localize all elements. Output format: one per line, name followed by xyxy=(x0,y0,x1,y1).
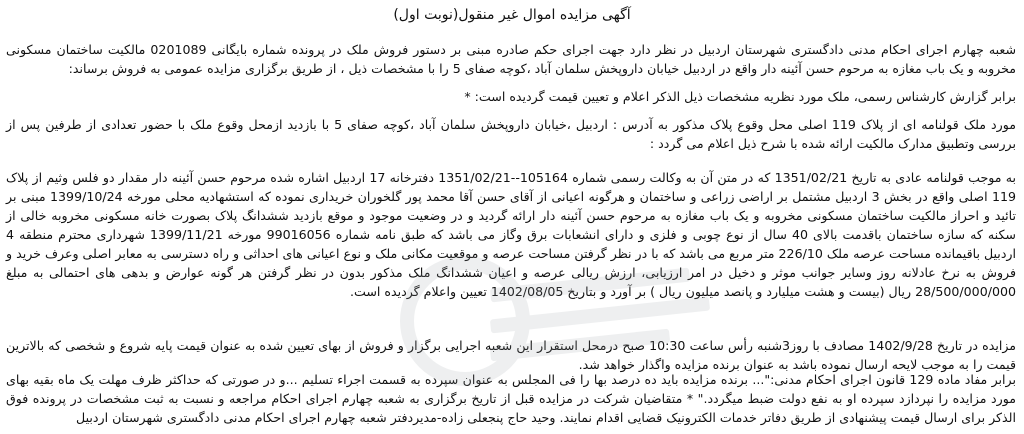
property-details-paragraph: به موجب قولنامه عادی به تاریخ 1351/02/21 که در متن آن به وکالت رسمی شماره 105164--1351/02/21 دفترخانه 17 اردبیل اشاره شده مرحوم حسن آئینه دار مقدار دو فلس وثیم از پلاک 119 اصلی واقع در بخش 3 اردبیل مشتمل بر اراضی زراعی و ساختمان و هرگونه اعیانی از آقای حسن آقا محمد پور گلخوران خریداری نموده که استشهادیه محلی مورخه 1399/10/24 مبنی بر تائید و احراز مالکیت ساختمان مسکونی مخروبه و یک باب مغازه به مرحوم حسن آئینه دار ارائه گردید و در وضعیت موجود و موقع بازدید ششدانگ پلاک بصورت خانه مسکونی مخروبه خالی از سکنه که سازه ساختمان باقدمت بالای 40 سال از نوع چوبی و فلزی و دارای انشعابات برق وگاز می باشد که طبق نامه شماره 99016056 مورخه 1399/11/21 شهرداری محترم منطقه 4 اردبیل باقیمانده مساحت عرصه ملک 226/10 متر مربع می باشد که با در نظر گرفتن مساحت عرصه و موقعیت مکانی ملک و نوع اعیانی های احداثی و راه دسترسی به معابر اصلی وعرف خرید و فروش به نرخ عادلانه روز وسایر جوانب موثر و دخیل در امر ارزیابی، ارزش ریالی عرصه و اعیان ششدانگ ملک مذکور بدون در نظر گرفتن هر گونه عوارض و بدهی های احتمالی به مبلغ 28/500/000/000 ریال (بیست و هشت میلیارد و پانصد میلیون ریال ) بر آورد و بتاریخ 1402/08/05 تعیین واعلام گردیده است. xyxy=(6,170,1017,299)
expert-report-paragraph: برابر گزارش کارشناس رسمی، ملک مورد نظریه مشخصات ذیل الذکر اعلام و تعیین قیمت گردیده است: * xyxy=(464,89,1016,104)
page-title: آگهی مزایده اموال غیر منقول(نوبت اول) xyxy=(393,7,631,23)
intro-paragraph: شعبه چهارم اجرای احکام مدنی دادگستری شهرستان اردبیل در نظر دارد جهت اجرای حکم صادره مبنی بر دستور فروش ملک در پرونده شماره بایگانی 0201089 مالکیت ساختمان مسکونی مخروبه و یک باب مغازه به مرحوم حسن آئینه دار واقع در اردبیل خیابان داروپخش سلمان آباد ،کوچه صفای 5 را با مشخصات ذیل ، از طریق برگزاری مزایده عمومی به فروش برساند: xyxy=(6,42,1016,76)
legal-terms-paragraph xyxy=(6,370,1016,427)
auction-date-paragraph: مزایده در تاریخ 1402/9/28 مصادف با روز3شنبه رأس ساعت 10:30 صبح درمحل استقرار این شعبه اجرایی برگزار و فروش از بهای تعیین شده به عنوان قیمت پایه شروع و شخصی که بالاترین قیمت را به موجب لایحه ارسال نموده باشد به عنوان برنده مزایده واگذار خواهد شد. xyxy=(6,338,1017,372)
legal-terms-text: برابر مفاد ماده 129 قانون اجرای احکام مدنی:"... برنده مزایده باید ده درصد بها را فی المجلس به عنوان سپرده به قسمت اجراء تسلیم ...و در صورتی که حداکثر ظرف مهلت یک ماه بقیه بهای مورد مزایده را نپردازد سپرده او به نفع دولت ضبط میگردد." * متقاضیان شرکت در مزایده قبل از تاریخ برگزاری به شعبه چهارم اجرای احکام مراجعه و نسبت به ثبت مشخصات در پرونده فوق الذکر برای ارسال قیمت پیشنهادی از طریق دفاتر خدمات الکترونیک قضایی اقدام نمایند. xyxy=(6,372,1016,425)
property-location-paragraph: مورد ملک قولنامه ای از پلاک 119 اصلی محل وقوع پلاک مذکور به آدرس : اردبیل ،خیابان داروپخش سلمان آباد ،کوچه صفای 5 با بازدید ازمحل وقوع ملک با حضور تعدادی از طرفین پس از بررسی وتطبیق مدارک مالکیت ارائه شده با شرح ذیل اعلام می گردد : xyxy=(6,117,1016,151)
signature-line: وحید حاج پنجعلی زاده-مدیردفتر شعبه چهارم اجرای احکام مدنی دادگستری شهرستان اردبیل xyxy=(76,410,556,425)
